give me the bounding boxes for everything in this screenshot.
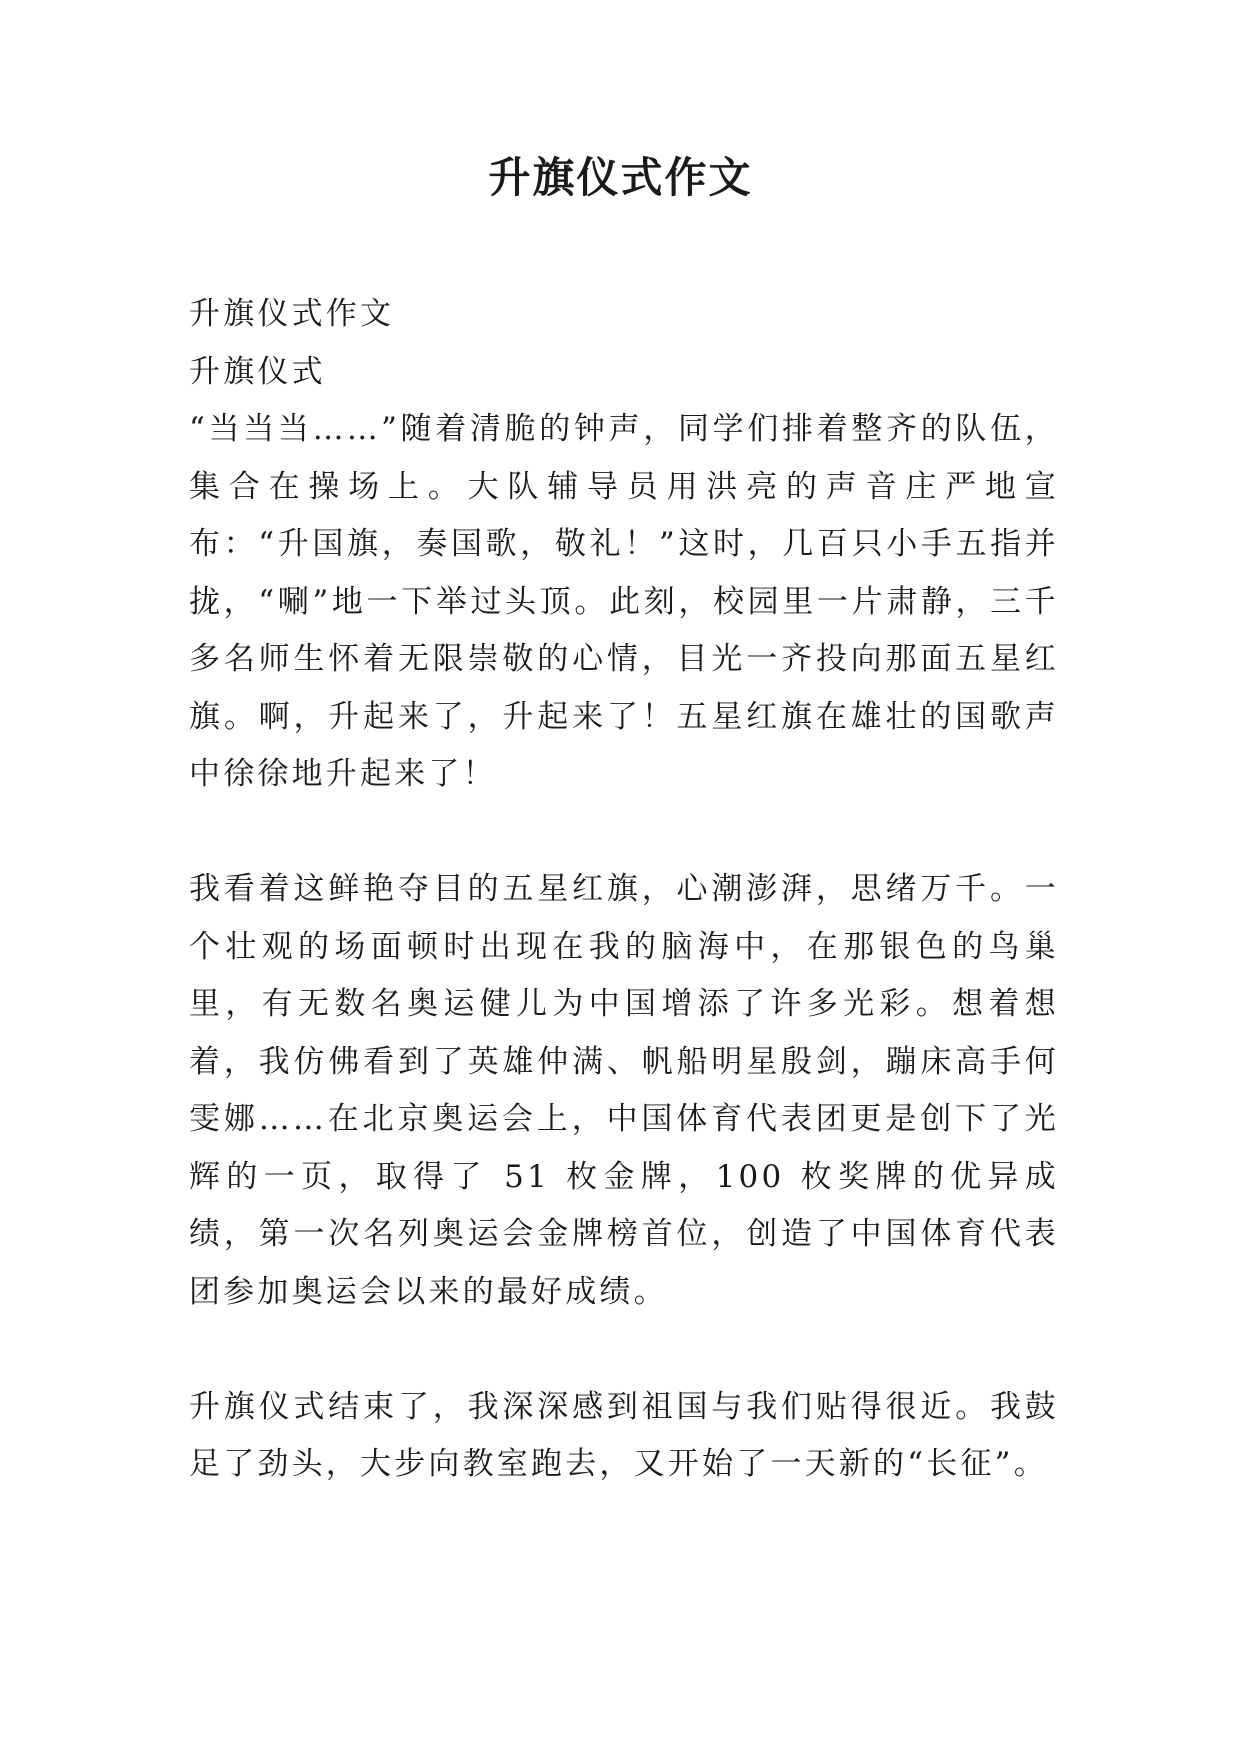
paragraph-3: 升旗仪式结束了，我深深感到祖国与我们贴得很近。我鼓足了劲头，大步向教室跑去，又开始了一天新的“长征”。 — [189, 1388, 1059, 1482]
paragraph-spacer — [189, 1321, 1059, 1379]
document-body — [189, 286, 1059, 1494]
paragraph-2: 我看着这鲜艳夺目的五星红旗，心潮澎湃，思绪万千。一个壮观的场面顿时出现在我的脑海中，在那银色的鸟巢里，有无数名奥运健儿为中国增添了许多光彩。想着想着，我仿佛看到了英雄仲满、帆船明星殷剑，蹦床高手何雯娜……在北京奥运会上，中国体育代表团更是创下了光辉的一页，取得了 51 枚金牌，100 枚奖牌的优异成绩，第一次名列奥运会金牌榜首位，创造了中国体育代表团参加奥运会以来的最好成绩。 — [189, 871, 1059, 1310]
heading-line: 升旗仪式作文 — [189, 296, 395, 332]
document-title: 升旗仪式作文 — [488, 153, 753, 202]
subheading-line: 升旗仪式 — [189, 353, 326, 390]
paragraph-1: “当当当……”随着清脆的钟声，同学们排着整齐的队伍，集合在操场上。大队辅导员用洪亮的声音庄严地宣布：“升国旗，奏国歌，敬礼！”这时，几百只小手五指并拢，“唰”地一下举过头顶。此刻，校园里一片肃静，三千多名师生怀着无限崇敬的心情，目光一齐投向那面五星红旗。啊，升起来了，升起来了！五星红旗在雄壮的国歌声中徐徐地升起来了！ — [189, 411, 1059, 792]
paragraph-spacer — [189, 804, 1059, 862]
